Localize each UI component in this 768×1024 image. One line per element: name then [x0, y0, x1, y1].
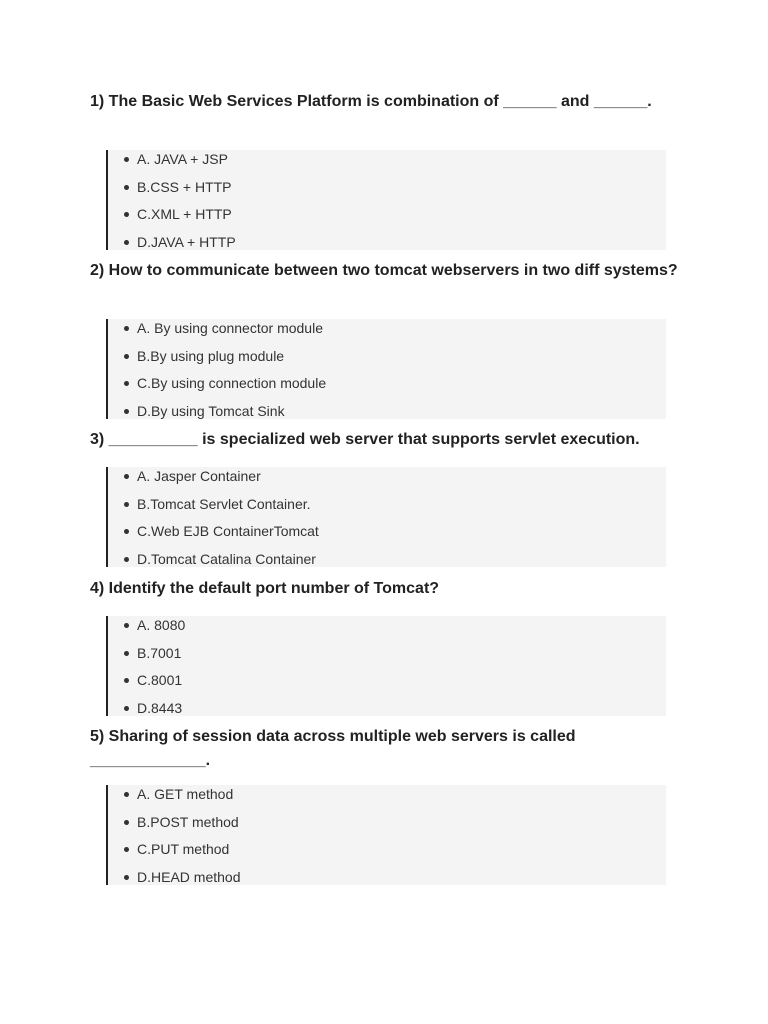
option-a: A. GET method: [136, 781, 666, 809]
options-list-3: [106, 467, 666, 567]
question-title: 1) The Basic Web Services Platform is combination of ______ and ______.: [90, 93, 652, 110]
option-c: C.By using connection module: [136, 370, 666, 398]
option-c: C.8001: [136, 667, 666, 695]
option-a: A. 8080: [136, 612, 666, 640]
option-b: B.7001: [136, 640, 666, 668]
option-b: B.By using plug module: [136, 343, 666, 371]
option-b: B.POST method: [136, 809, 666, 837]
question-2: [90, 259, 680, 283]
question-title: 5) Sharing of session data across multiple web servers is called _____________.: [90, 728, 576, 769]
option-d: D.8443: [136, 695, 666, 723]
options-list-2: [106, 319, 666, 419]
option-d: D.JAVA + HTTP: [136, 229, 666, 257]
options-list-1: [106, 150, 666, 250]
option-b: B.Tomcat Servlet Container.: [136, 491, 666, 519]
options-list-4: [106, 616, 666, 716]
option-a: A. Jasper Container: [136, 463, 666, 491]
question-5: [90, 725, 680, 773]
option-d: D.HEAD method: [136, 864, 666, 892]
option-c: C.Web EJB ContainerTomcat: [136, 518, 666, 546]
option-c: C.XML + HTTP: [136, 201, 666, 229]
question-title: 4) Identify the default port number of Tomcat?: [90, 580, 440, 597]
option-d: D.By using Tomcat Sink: [136, 398, 666, 426]
option-c: C.PUT method: [136, 836, 666, 864]
question-title: 3) __________ is specialized web server that supports servlet execution.: [90, 431, 640, 448]
question-4: [90, 577, 680, 601]
option-d: D.Tomcat Catalina Container: [136, 546, 666, 574]
option-a: A. By using connector module: [136, 315, 666, 343]
option-b: B.CSS + HTTP: [136, 174, 666, 202]
question-1: [90, 90, 680, 114]
option-a: A. JAVA + JSP: [136, 146, 666, 174]
question-3: [90, 428, 680, 452]
options-list-5: [106, 785, 666, 885]
question-title: 2) How to communicate between two tomcat webservers in two diff systems?: [90, 262, 678, 279]
